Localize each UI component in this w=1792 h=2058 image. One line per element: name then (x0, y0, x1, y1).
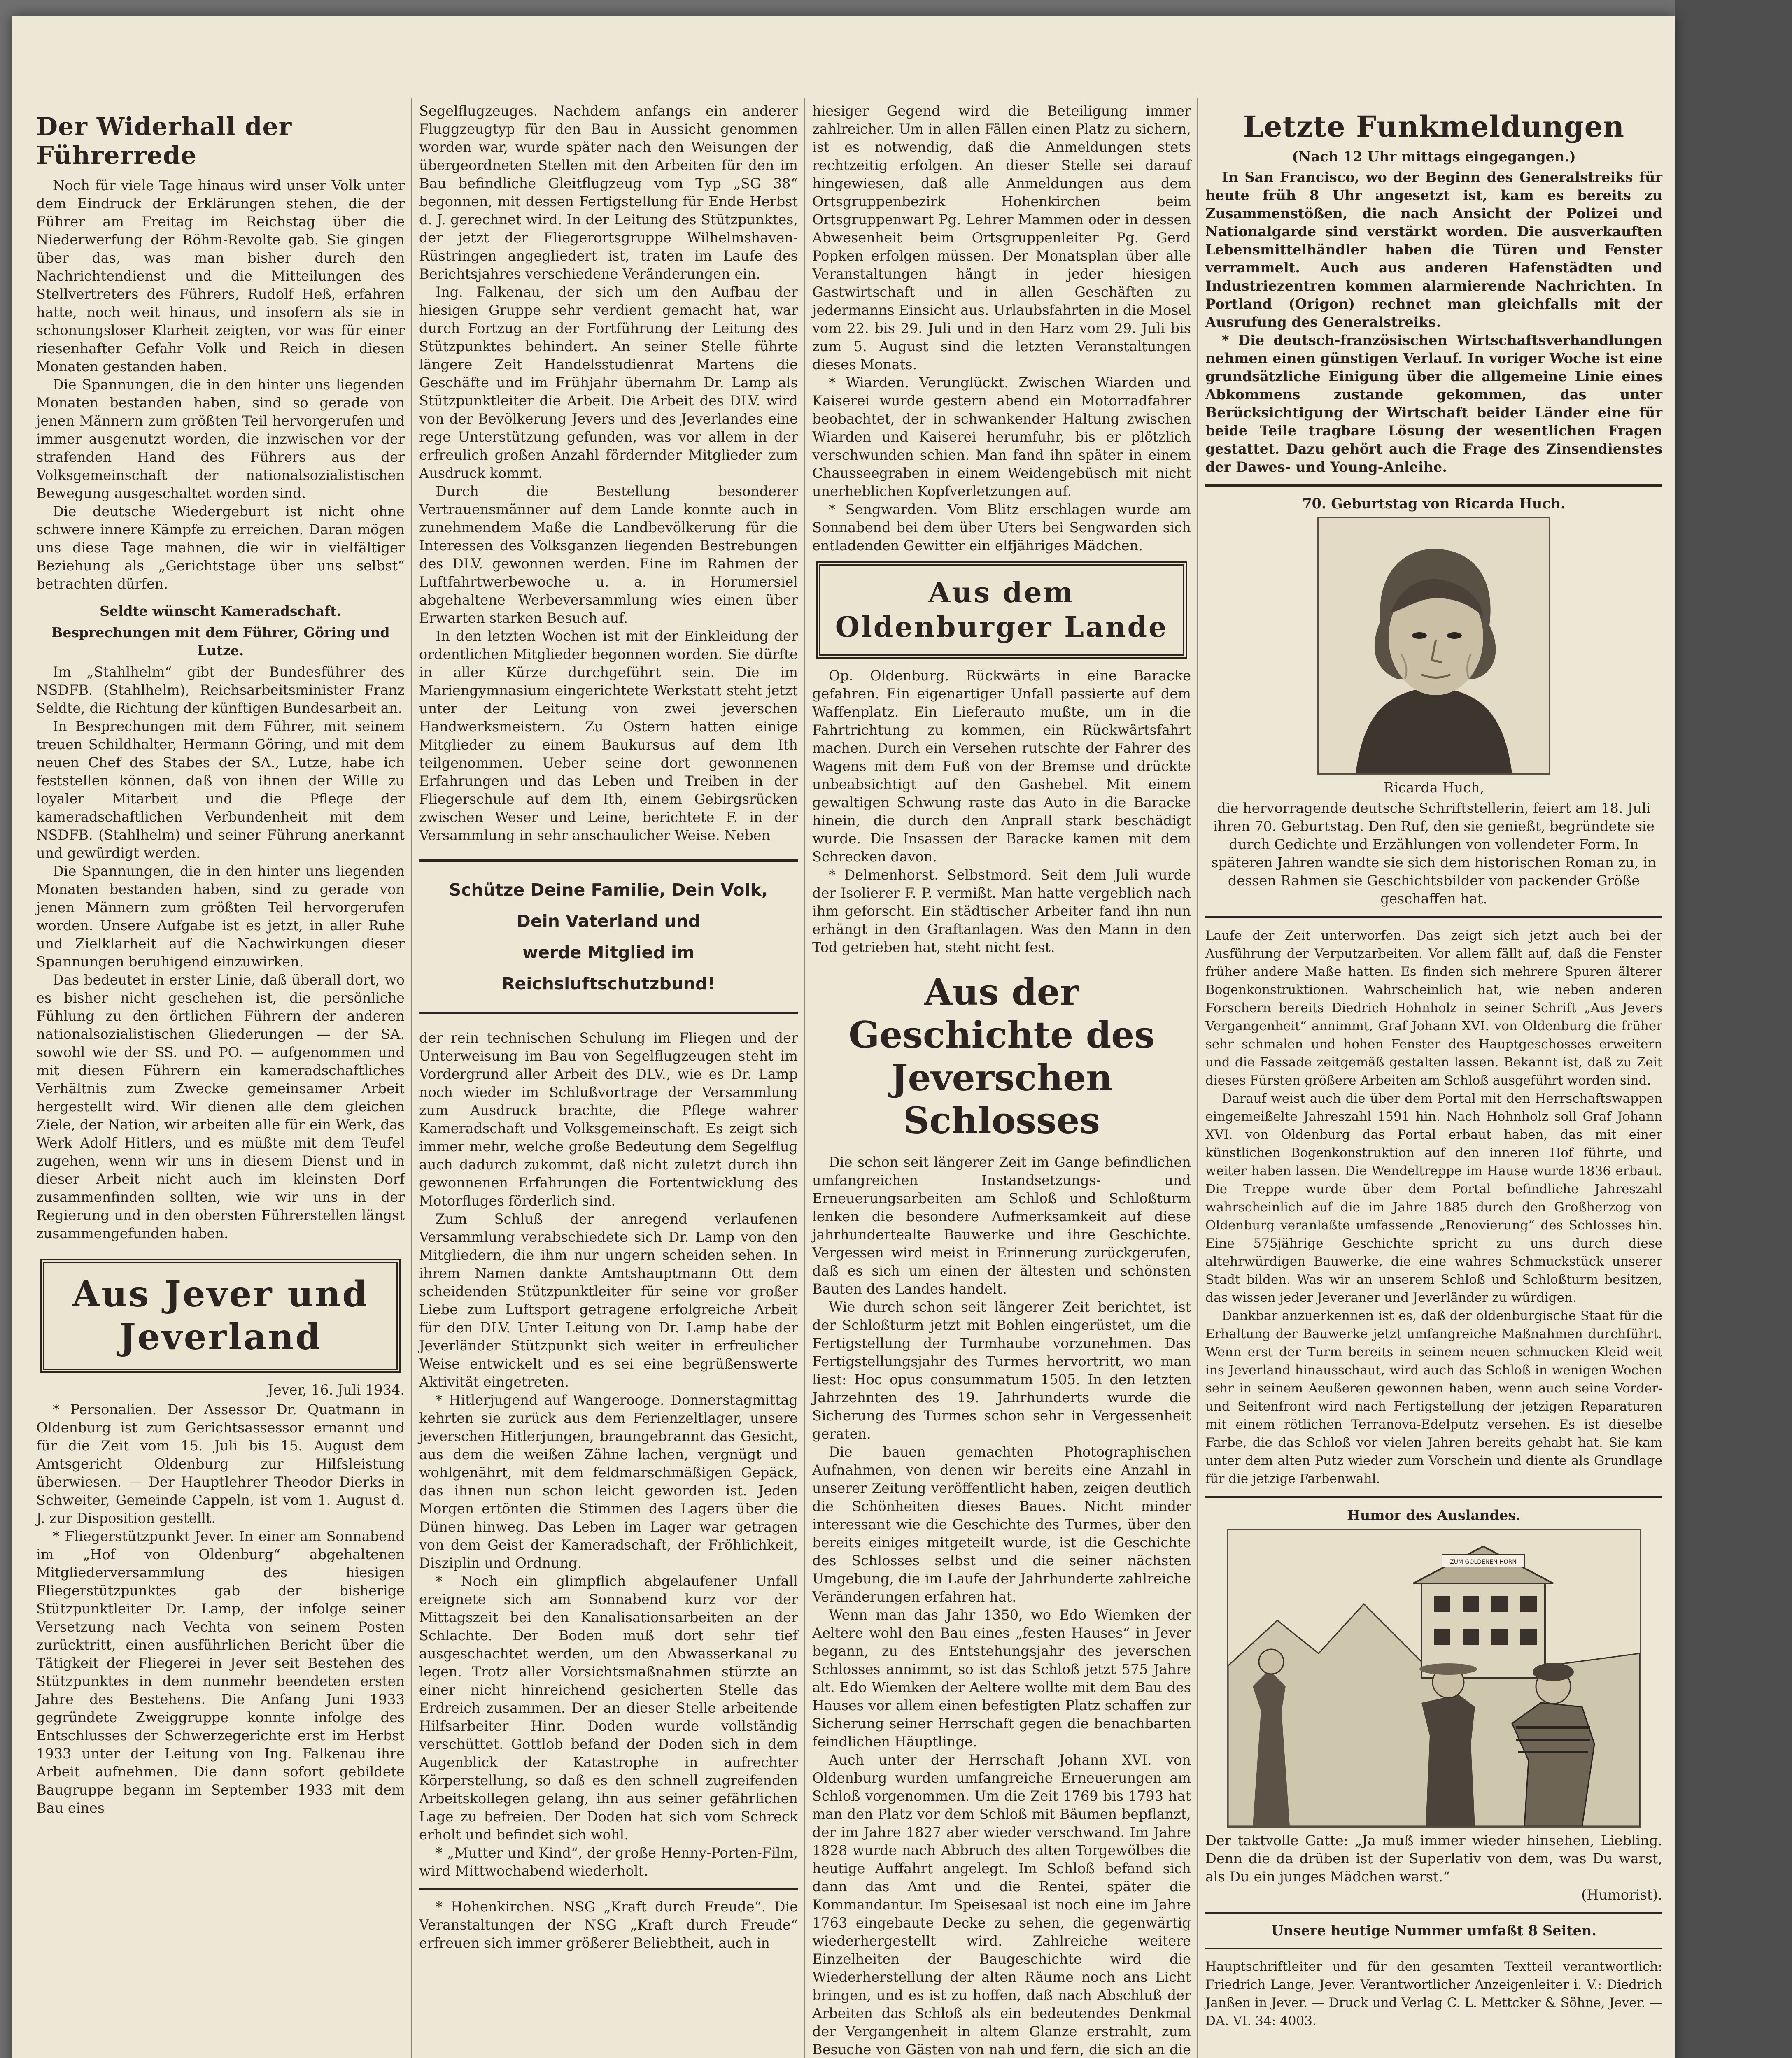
scan-background-strip (1675, 0, 1792, 2058)
article-paragraph: Die deutsche Wiedergeburt ist nicht ohne schwere innere Kämpfe zu erreichen. Daran mögen uns diese Tage mahnen, die wir in vielfältiger Beziehung als „Gerichtstage über uns selbst“ betrachten dürfen. (36, 503, 405, 592)
article-paragraph: Die Spannungen, die in den hinter uns liegenden Monaten bestanden haben, sind so gerade von jenen Männern zum größten Teil hervorgerufen und immer ausgenutzt worden, die inzwischen vor der strafenden Hand des Führers aus der Volksgemeinschaft der nationalsozialistischen Bewegung ausgeschaltet worden sind. (36, 377, 405, 501)
headline-funkmeldungen: Letzte Funkmeldungen (1243, 109, 1625, 144)
article-paragraph: Op. Oldenburg. Rückwärts in eine Baracke gefahren. Ein eigenartiger Unfall passierte auf dem Waffenplatz. Ein Lieferauto mußte, um in die Fahrtrichtung zu kommen, ein Rückwärtsfahrt machen. Durch ein Versehen rutschte der Fahrer des Wagens mit dem Fuß von der Bremse und drückte unbeabsichtigt auf den Gashebel. Mit einem gewaltigen Schwung raste das Auto in die Baracke hinein, die durch den Anprall stark beschädigt wurde. Die Insassen der Baracke kamen mit dem Schrecken davon. (812, 668, 1191, 865)
article-paragraph: * Hitlerjugend auf Wangerooge. Donnerstagmittag kehrten sie zurück aus dem Ferienzeltlager, unsere jeverschen Hitlerjungen, braungebrannt das Gesicht, aus dem die weißen Zähne lachen, vergnügt und wohlgenährt, mit dem feldmarschmäßigen Gepäck, das ihnen nun schon leicht geworden ist. Jeden Morgen ertönten die Stimmen des Lagers über die Dünen hinweg. Das Leben im Lager war getragen von dem Geist der Kameradschaft, der Fröhlichkeit, Disziplin und Ordnung. (419, 1392, 798, 1571)
article-paragraph: Durch die Bestellung besonderer Vertrauensmänner auf dem Lande konnte auch in zunehmendem Maße die Landbevölkerung für die Interessen des Volksganzen liegenden Bestrebungen des DLV. gewonnen werden. Eine im Rahmen der Luftfahrtwerbewoche u. a. in Horumersiel abgehaltene Werbeversammlung wies einen über Erwarten starken Besuch auf. (419, 483, 798, 626)
dateline: Jever, 16. Juli 1934. (268, 1382, 405, 1398)
article-paragraph: In den letzten Wochen ist mit der Einkleidung der ordentlichen Mitglieder begonnen worden. Sie dürfte in aller Kürze durchgeführt sein. Die im Mariengymnasium eingerichtete Werkstatt steht jetzt unter der Leitung von zwei jeverschen Handwerksmeistern. Zu Ostern hatten einige Mitglieder zu einem Baukursus auf dem Ith teilgenommen. Ueber seine dort gewonnenen Erfahrungen und das Leben und Treiben in der Fliegerschule auf dem Ith, einem Gebirgsrücken zwischen Weser und Leine, berichtete F. in der Versammlung in sehr anschaulicher Weise. Neben (419, 628, 798, 843)
article-paragraph: * Sengwarden. Vom Blitz erschlagen wurde am Sonnabend bei dem über Uters bei Sengwarden sich entladenden Gewitter ein elfjähriges Mädchen. (812, 501, 1191, 554)
headline-fuehrerrede: Der Widerhall der Führerrede (36, 112, 292, 170)
article-paragraph: Zum Schluß der anregend verlaufenen Versammlung verabschiedete sich Dr. Lamp von den Mitgliedern, die ihm nur ungern scheiden sehen. In ihrem Namen dankte Amtshauptmann Ott dem scheidenden Stützpunktleiter für seine vor großer Liebe zum Luftsport getragene erfolgreiche Arbeit für den DLV. Unter Leitung von Dr. Lamp habe der Jeverländer Stützpunkt sich weiter in erfreulicher Weise entwickelt und es sei eine begrüßenswerte Aktivität eingetreten. (419, 1211, 798, 1390)
article-paragraph: * Noch ein glimpflich abgelaufener Unfall ereignete sich am Sonnabend kurz vor der Mittagszeit bei den Kanalisationsarbeiten an der Schlachte. Der Boden muß dort sehr tief ausgeschachtet werden, um den Abwasserkanal zu legen. Trotz aller Vorsichtsmaßnahmen stürzte an einer nicht hinreichend gesicherten Stelle das Erdreich zusammen. Der an dieser Stelle arbeitende Hilfsarbeiter Hinr. Doden wurde vollständig verschüttet. Gottlob befand der Doden sich in dem Augenblick der Katastrophe in aufrechter Körperstellung, so daß es den schnell zugreifenden Arbeitskollegen gelang, ihn aus seiner gefährlichen Lage zu befreien. Der Doden hat sich vom Schreck erholt und befindet sich wohl. (419, 1573, 798, 1843)
banner-line: werde Mitglied im Reichsluftschutzbund! (501, 943, 715, 994)
divider (1205, 1912, 1662, 1914)
divider (1205, 484, 1662, 487)
article-paragraph: Wenn man das Jahr 1350, wo Edo Wiemken der Aeltere wohl den Bau eines „festen Hauses“ in Jever begann, zu des Entstehungsjahr des jeverschen Schlosses annimmt, so ist das Schloß jetzt 575 Jahre alt. Edo Wiemken der Aeltere wollte mit dem Bau des Hauses vor allem einen befestigten Platz schaffen zur Sicherung seiner Herrschaft gegen die benachbarten feindlichen Häuptlinge. (812, 1607, 1191, 1750)
divider (1205, 916, 1662, 918)
article-paragraph: * Die deutsch-französischen Wirtschaftsverhandlungen nehmen einen günstigen Verlauf. In voriger Woche ist eine grundsätzliche Einigung über die allgemeine Linie eines Abkommens zustande gekommen, das unter Berücksichtigung der Wirtschaft beider Länder eine für beide Teile tragbare Lösung der wesentlichen Fragen gestattet. Dazu gehört auch die Frage des Zinsendienstes der Dawes- und Young-Anleihe. (1205, 332, 1662, 475)
article-paragraph: Laufe der Zeit unterworfen. Das zeigt sich jetzt auch bei der Ausführung der Verputzarbeiten. Vor allem fällt auf, daß die Fenster früher andere Maße hatten. Es finden sich mehrere Spuren älterer Bogenkonstruktionen. Wahrscheinlich hat, wie neben anderen Forschern bereits Diedrich Hohnholz in seiner Schrift „Aus Jevers Vergangenheit“ annimmt, Graf Johann XVI. von Oldenburg die früher sehr schmalen und hohen Fenster des Hauptgeschosses erweitern und die Fassade zeitgemäß gestalten lassen. Bekannt ist, daß zu Zeit dieses Fürsten größere Arbeiten am Schloß ausgeführt worden sind. (1205, 928, 1662, 1088)
divider (419, 1888, 798, 1890)
column-rule (411, 98, 412, 2058)
article-paragraph: Das bedeutet in erster Linie, daß überall dort, wo es bisher nicht geschehen ist, die persönliche Fühlung zu den örtlichen Führern der anderen nationalsozialistischen Gliederungen — der SA. sowohl wie der SS. und PO. — aufgenommen und mit diesen Führern ein kameradschaftliches Verhältnis zum Zwecke gemeinsamer Arbeit hergestellt wird. Wir dienen alle dem gleichen Ziele, der Nation, wir arbeiten alle für ein Werk, das Werk Adolf Hitlers, und es müßte mit dem Teufel zugehen, wenn wir uns in diesem Dienst und in dieser Arbeit nicht auch im kleinsten Dorf zusammenfinden sollten, wie wir uns in der Regierung und in den obersten Führerstellen längst zusammengefunden haben. (36, 972, 405, 1241)
article-paragraph: Segelflugzeuges. Nachdem anfangs ein anderer Fluggzeugtyp für den Bau in Aussicht genommen worden war, wurde später nach den Weisungen der übergeordneten Stellen mit den Arbeiten für den im Bau befindliche Gleitflugzeug vom Typ „SG 38“ begonnen, mit dessen Fertigstellung für Ende Herbst d. J. gerechnet wird. In der Leitung des Stützpunktes, der jetzt der Fliegerortsgruppe Wilhelmshaven-Rüstringen angegliedert ist, traten im Laufe des Berichtsjahres verschiedene Veränderungen ein. (419, 103, 798, 282)
divider (1205, 1948, 1662, 1949)
article-paragraph: der rein technischen Schulung im Fliegen und der Unterweisung im Bau von Segelflugzeugen steht im Vordergrund aller Arbeit des DLV., wie es Dr. Lamp noch wieder im Schlußvortrage der Versammlung zum Ausdruck brachte, die Pflege wahrer Kameradschaft und Volksgemeinschaft. Es zeigt sich immer mehr, welche große Bedeutung dem Segelflug auch dadurch zukommt, daß nicht zuletzt durch ihn gewonnenen Erfahrungen die Fortentwicklung des Motorfluges förderlich sind. (419, 1030, 798, 1209)
headline-schloss: Aus der Geschichte des Jeverschen Schlosses (848, 971, 1155, 1142)
section-box-oldenburg: Aus dem Oldenburger Lande (816, 561, 1187, 659)
portrait-illustration (1319, 518, 1549, 773)
column-4 (1205, 109, 1662, 2030)
section-box-jever: Aus Jever und Jeverland (40, 1259, 401, 1373)
article-paragraph: Wie durch schon seit längerer Zeit berichtet, ist der Schloßturm jetzt mit Bohlen eingerüstet, um die Fertigstellung der Turmhaube vorzunehmen. Das Fertigstellungsjahr des Turmes hervortritt, wo man liest: Hoc opus consummatum 1505. In den letzten Jahrzehnten des 19. Jahrhunderts wurde die Sicherung des Turmes schon sehr in Vergessenheit geraten. (812, 1299, 1191, 1442)
article-paragraph: * „Mutter und Kind“, der große Henny-Porten-Film, wird Mittwochabend wiederholt. (419, 1845, 798, 1879)
column-rule (804, 98, 805, 2058)
article-paragraph: Die Spannungen, die in den hinter uns liegenden Monaten bestanden haben, sind zu gerade von jenen Männern zum größten Teil hervorgerufen worden. Unsere Aufgabe ist es jetzt, in aller Ruhe und Zielklarheit auf die Nachwirkungen dieser Spannungen beruhigend einzuwirken. (36, 863, 405, 970)
article-paragraph: Noch für viele Tage hinaus wird unser Volk unter dem Eindruck der Erklärungen stehen, die der Führer am Freitag im Reichstag über die Niederwerfung der Röhm-Revolte gab. Sie gingen über das, was man bisher durch den Nachrichtendienst und die Mitteilungen des Stellvertreters des Führers, Rudolf Heß, erfahren hatte, noch weit hinaus, und insofern als sie in schonungsloser Klarheit zeigten, vor was für einer riesenhafter Gefahr Volk und Reich in diesen Monaten gestanden haben. (36, 177, 405, 375)
column-1 (36, 112, 405, 1817)
photo-title: 70. Geburtstag von Ricarda Huch. (1302, 496, 1566, 512)
newspaper-page (12, 16, 1675, 2058)
humor-source: (Humorist). (1581, 1887, 1662, 1903)
cartoon-sign-text: ZUM GOLDENEN HORN (1450, 1559, 1517, 1565)
pages-note: Unsere heutige Nummer umfaßt 8 Seiten. (1271, 1923, 1596, 1939)
reichsluftschutzbund-banner (419, 859, 798, 1014)
article-paragraph: Darauf weist auch die über dem Portal mit den Herrschaftswappen eingemeißelte Jahreszahl 1591 hin. Nach Hohnholz soll Graf Johann XVI. von Oldenburg das Portal erbaut haben, das mit einer künstlichen Bogenkonstruktion auf den inneren Hof führte, und weiter haben lassen. Die Wendeltreppe im Hause wurde 1836 erbaut. Die Treppe wurde über dem Portal befindliche Jahreszahl wahrscheinlich auf die im Jahre 1885 durch den Großherzog von Oldenburg veranlaßte umfassende „Renovierung“ des Schlosses hin. Eine 575jährige Geschichte spricht zu uns durch diese altehrwürdigen Bauwerke, die eine wahres Schmuckstück unserer Stadt bilden. Was wir an unserem Schloß und Schloßturm besitzen, das wissen jeder Jeveraner und Jeverländer zu würdigen. (1205, 1091, 1662, 1305)
article-paragraph: * Fliegerstützpunkt Jever. In einer am Sonnabend im „Hof von Oldenburg“ abgehaltenen Mitgliederversammlung des hiesigen Fliegerstützpunktes gab der bisherige Stützpunktleiter Dr. Lamp, der infolge seiner Versetzung nach Vechta von seinem Posten zurücktritt, einen ausführlichen Bericht über die Tätigkeit der Fliegerei in Jever seit Bestehen des Stützpunktes in dem nunmehr beendeten ersten Jahre des Bestehens. Die Anfang Juni 1933 gegründete Zweiggruppe konnte infolge des Entschlusses der Schwerzegerichte erst im Herbst 1933 unter der Leitung von Ing. Falkenau ihre Arbeit aufnehmen. Die dann sofort gebildete Baugruppe begann im September 1933 mit dem Bau eines (36, 1528, 405, 1816)
subheading-seldte: Seldte wünscht Kameradschaft. (100, 603, 341, 619)
portrait-ricarda-huch (1317, 517, 1550, 775)
photo-caption-text: die hervorragende deutsche Schriftstellerin, feiert am 18. Juli ihren 70. Geburtstag. Den Ruf, den sie genießt, begründete sie durch Gedichte und Erzählungen von vollendeter Form. In späteren Jahren wandte sie sich dem historischen Roman zu, in dessen Rahmen sie Geschichtsbilder von packender Größe geschaffen hat. (1211, 800, 1657, 907)
cartoon-humor (1227, 1529, 1641, 1828)
column-3 (812, 102, 1191, 2058)
article-paragraph: Dankbar anzuerkennen ist es, daß der oldenburgische Staat für die Erhaltung der Bauwerke jetzt umfangreiche Maßnahmen durchführt. Wenn erst der Turm bereits in seinem neuen schmucken Kleid weit ins Jeverland hinausschaut, wird auch das Schloß in wenigen Wochen sehr in seinem Aeußeren gewonnen haben, wenn auch seine Vorder- und Seitenfront wird nach Fertigstellung der jetzigen Reparaturen mit einem rötlichen Terranova-Edelputz versehen. Es ist dieselbe Farbe, die das Schloß vor vielen Jahren bereits gehabt hat. Sie kam unter dem alten Putz wieder zum Vorschein und diente als Grundlage für die jetzige Farbenwahl. (1205, 1308, 1662, 1486)
article-paragraph: In San Francisco, wo der Beginn des Generalstreiks für heute früh 8 Uhr angesetzt ist, kam es bereits zu Zusammenstößen, die nach Ansicht der Polizei und Nationalgarde sind verstärkt worden. Die ausverkauften Lebensmittelhändler haben die Türen und Fenster verrammelt. Auch aus anderen Hafenstädten und Industriezentren kommen alarmierende Nachrichten. In Portland (Origon) rechnet man gleichfalls mit der Ausrufung des Generalstreiks. (1205, 169, 1662, 330)
article-paragraph: * Hohenkirchen. NSG „Kraft durch Freude“. Die Veranstaltungen der NSG „Kraft durch Freude“ erfreuen sich immer größerer Beliebtheit, auch in (419, 1899, 798, 1951)
humor-caption: Der taktvolle Gatte: „Ja muß immer wieder hinsehen, Liebling. Denn die da drüben ist der Superlativ von dem, was Du warst, als Du ein junges Mädchen warst.“ (1205, 1832, 1662, 1885)
article-paragraph: Die bauen gemachten Photographischen Aufnahmen, von denen wir bereits eine Anzahl in unserer Zeitung veröffentlicht haben, zeigen deutlich die Schönheiten dieses Baues. Nicht minder interessant wie die Geschichte des Turmes, über den bereits einiges mitgeteilt wurde, ist die Geschichte des Schlosses selbst und die seiner nächsten Umgebung, die im Laufe der Jahrhunderte zahlreiche Veränderungen erfahren hat. (812, 1444, 1191, 1605)
article-paragraph: * Delmenhorst. Selbstmord. Seit dem Juli wurde der Isolierer F. P. vermißt. Man hatte vergeblich nach ihm geforscht. Ein städtischer Arbeiter fand ihn nun erhängt in den Graftanlagen. Was den Mann in den Tod getrieben hat, steht nicht fest. (812, 867, 1191, 955)
article-paragraph: Im „Stahlhelm“ gibt der Bundesführer des NSDFB. (Stahlhelm), Reichsarbeitsminister Franz Seldte, die Richtung der künftigen Bundesarbeit an. (36, 664, 405, 716)
banner-line: Dein Vaterland und (516, 911, 701, 931)
article-paragraph: Auch unter der Herrschaft Johann XVI. von Oldenburg wurden umfangreiche Erneuerungen am Schloß vorgenommen. Um die Zeit 1769 bis 1793 hat man den Platz vor dem Schloß mit Bäumen bepflanzt, der im Jahre 1827 aber wieder verschwand. Im Jahre 1828 wurde nach Abbruch des alten Torgewölbes die heutige Auffahrt angelegt. Im Schloß befand sich dann das Amt und die Rentei, später die Kommandantur. Im Speisesaal ist noch eine im Jahre 1763 eingebaute Decke zu sehen, die gegenwärtig wiederhergestellt wird. Zahlreiche weitere Einzelheiten der Baugeschichte wird die Wiederherstellung der alten Räume noch ans Licht bringen, und es ist zu hoffen, daß nach Abschluß der Arbeiten das Schloß als ein bedeutendes Denkmal der Vergangenheit in altem Glanze erstrahlt, zum Besuche von Gästen von nah und fern, die sich an die (812, 1752, 1191, 2058)
column-rule (1197, 98, 1198, 2058)
imprint: Hauptschriftleiter und für den gesamten Textteil verantwortlich: Friedrich Lange, Jever. Verantwortlicher Anzeigenleiter i. V.: Diedrich Janßen in Jever. — Druck und Verlag C. L. Mettcker & Söhne, Jever. — DA. VI. 34: 4003. (1205, 1959, 1662, 2028)
photo-caption-name: Ricarda Huch, (1383, 780, 1484, 796)
humor-title: Humor des Auslandes. (1347, 1507, 1521, 1523)
article-paragraph: Ing. Falkenau, der sich um den Aufbau der hiesigen Gruppe sehr verdient gemacht hat, war durch Fortzug an der Fortführung der Leitung des Stützpunktes behindert. An seiner Stelle führte längere Zeit Handelsstudienrat Martens die Geschäfte und im Frühjahr übernahm Dr. Lamp als Stützpunktleiter die Arbeit. Die Arbeit des DLV. wird von der Bevölkerung Jevers und des Jeverlandes eine rege Unterstützung gefunden, was vor allem in der erfreulich großen Anzahl fördernder Mitglieder zum Ausdruck kommt. (419, 284, 798, 481)
article-paragraph: hiesiger Gegend wird die Beteiligung immer zahlreicher. Um in allen Fällen einen Platz zu sichern, ist es notwendig, daß die Anmeldungen stets rechtzeitig erfolgen. An dieser Stelle sei darauf hingewiesen, daß alle Anmeldungen aus dem Ortsgruppenbezirk Hohenkirchen beim Ortsgruppenwart Pg. Lehrer Mammen oder in dessen Abwesenheit beim Ortsgruppenleiter Pg. Gerd Popken erfolgen müssen. Der Monatsplan über alle Veranstaltungen hängt in jeder hiesigen Gastwirtschaft und in allen Geschäften zu jedermanns Einsicht aus. Urlaubsfahrten in die Mosel vom 22. bis 29. Juli und in den Harz vom 29. Juli bis zum 5. August sind die letzten Veranstaltungen dieses Monats. (812, 103, 1191, 372)
divider (1205, 1496, 1662, 1498)
funkmeldungen-subline: (Nach 12 Uhr mittags eingegangen.) (1292, 149, 1576, 165)
article-paragraph: * Wiarden. Verunglückt. Zwischen Wiarden und Kaiserei wurde gestern abend ein Motorradfahrer beobachtet, der in schwankender Haltung zwischen Wiarden und Kaiserei herumfuhr, bis er plötzlich verschwunden schien. Man fand ihn später in einem Chausseegraben in einem Weidengebüsch mit nicht unerheblichen Kopfverletzungen auf. (812, 375, 1191, 499)
article-paragraph: Die schon seit längerer Zeit im Gange befindlichen umfangreichen Instandsetzungs- und Erneuerungsarbeiten am Schloß und Schloßturm lenken die besondere Aufmerksamkeit auf diese jahrhundertealte Bauwerke und ihre Geschichte. Vergessen wird meist in Erinnerung zurückgerufen, daß es sich um einen der ältesten und schönsten Bauten des Landes handelt. (812, 1154, 1191, 1297)
column-2 (419, 102, 798, 1952)
cartoon-illustration (1228, 1530, 1640, 1826)
banner-line: Schütze Deine Familie, Dein Volk, (449, 880, 768, 900)
article-paragraph: In Besprechungen mit dem Führer, mit seinem treuen Schildhalter, Hermann Göring, und mit dem neuen Chef des Stabes der SA., Lutze, habe ich feststellen können, daß von ihnen der Wille zu loyaler Mitarbeit und die Pflege der kameradschaftlichen Verbundenheit mit dem NSDFB. (Stahlhelm) und seiner Führung anerkannt und gewürdigt werden. (36, 718, 405, 861)
article-paragraph: * Personalien. Der Assessor Dr. Quatmann in Oldenburg ist zum Gerichtsassessor ernannt und für die Zeit vom 15. Juli bis 15. August dem Amtsgericht Oldenburg zur Hilfsleistung überwiesen. — Der Hauptlehrer Theodor Dierks in Schweiter, Gemeinde Cappeln, ist vom 1. August d. J. zur Disposition gestellt. (36, 1401, 405, 1526)
subheading-besprechungen: Besprechungen mit dem Führer, Göring und Lutze. (51, 624, 390, 659)
